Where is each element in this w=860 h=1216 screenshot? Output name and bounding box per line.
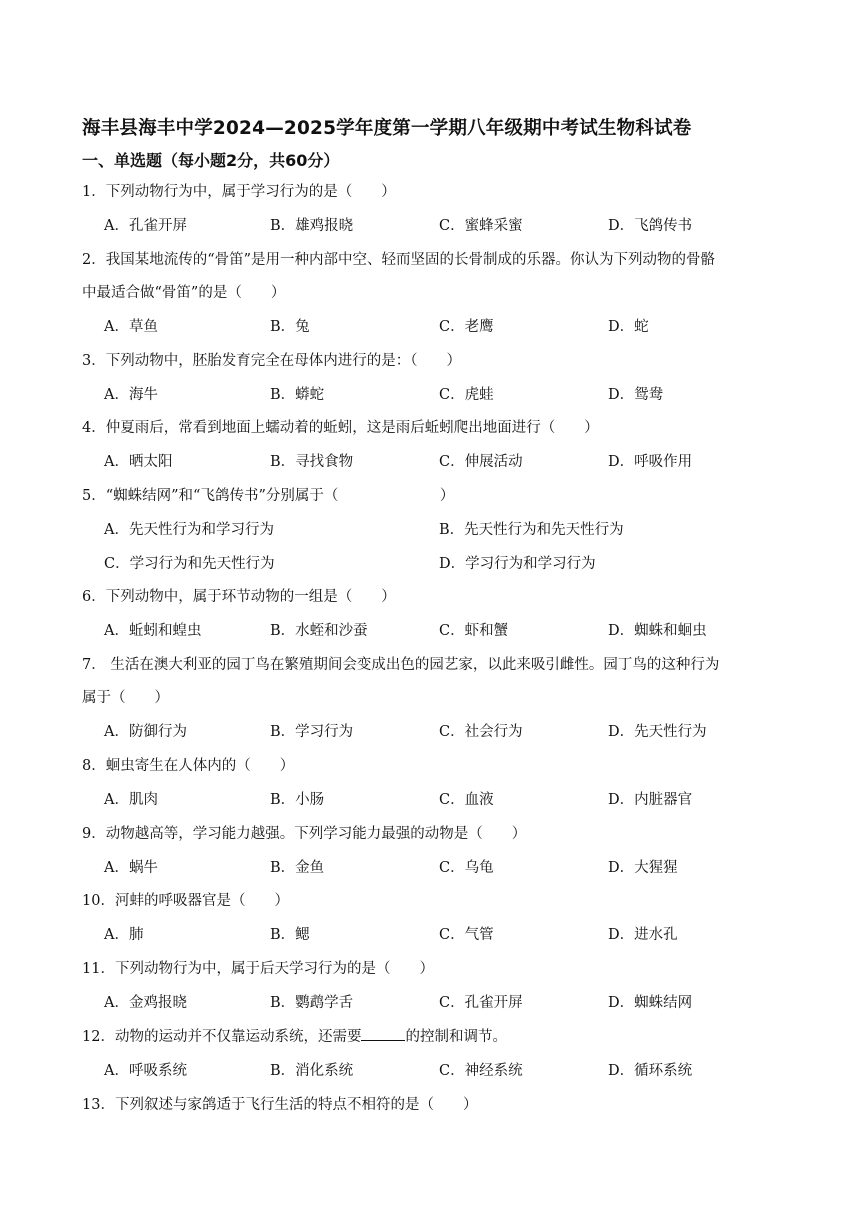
question-12-option-a: A．呼吸系统 bbox=[104, 1063, 187, 1079]
question-11-stem: 11．下列动物行为中，属于后天学习行为的是（ ） bbox=[82, 961, 434, 977]
question-3-stem: 3．下列动物中，胚胎发育完全在母体内进行的是：（ ） bbox=[82, 353, 461, 369]
question-4-option-c: C．伸展活动 bbox=[439, 454, 523, 470]
question-3-option-c: C．虎蛙 bbox=[439, 387, 494, 403]
question-2-option-c: C．老鹰 bbox=[439, 319, 494, 335]
question-2-option-a: A．草鱼 bbox=[104, 319, 158, 335]
question-4-option-d: D．呼吸作用 bbox=[608, 454, 693, 470]
question-5-option-a: A．先天性行为和学习行为 bbox=[104, 522, 274, 538]
question-2-option-d: D．蛇 bbox=[608, 319, 649, 335]
question-4-option-a: A．晒太阳 bbox=[104, 454, 173, 470]
question-2-stem: 2．我国某地流传的“骨笛”是用一种内部中空、轻而坚固的长骨制成的乐器。你认为下列动物的骨骼 bbox=[82, 252, 716, 268]
question-5-option-c: C．学习行为和先天性行为 bbox=[104, 556, 275, 572]
question-10-stem: 10．河蚌的呼吸器官是（ ） bbox=[82, 893, 289, 909]
question-1-option-a: A．孔雀开屏 bbox=[104, 218, 187, 234]
question-12-option-c: C．神经系统 bbox=[439, 1063, 523, 1079]
question-1-option-c: C．蜜蜂采蜜 bbox=[439, 218, 523, 234]
question-7-option-d: D．先天性行为 bbox=[608, 724, 707, 740]
question-7-option-a: A．防御行为 bbox=[104, 724, 187, 740]
question-8-option-d: D．内脏器官 bbox=[608, 792, 693, 808]
question-11-option-c: C．孔雀开屏 bbox=[439, 995, 523, 1011]
question-5-stem: 5．“蜘蛛结网”和“飞鸽传书”分别属于（ ） bbox=[82, 488, 455, 504]
exam-title: 海丰县海丰中学2024—2025学年度第一学期八年级期中考试生物科试卷 bbox=[82, 118, 692, 139]
question-9-stem: 9．动物越高等，学习能力越强。下列学习能力最强的动物是（ ） bbox=[82, 826, 527, 842]
question-11-option-d: D．蜘蛛结网 bbox=[608, 995, 693, 1011]
question-3-option-d: D．鸳鸯 bbox=[608, 387, 664, 403]
question-6-stem: 6．下列动物中，属于环节动物的一组是（ ） bbox=[82, 589, 396, 605]
question-2-stem-cont: 中最适合做“骨笛”的是（ ） bbox=[82, 285, 286, 301]
question-8-stem: 8．蛔虫寄生在人体内的（ ） bbox=[82, 758, 295, 774]
question-9-option-a: A．蜗牛 bbox=[104, 860, 158, 876]
question-6-option-b: B．水蛭和沙蚕 bbox=[270, 623, 368, 639]
question-4-stem: 4．仲夏雨后，常看到地面上蠕动着的蚯蚓，这是雨后蚯蚓爬出地面进行（ ） bbox=[82, 420, 599, 436]
question-5-option-d: D．学习行为和学习行为 bbox=[439, 556, 596, 572]
question-12-stem bbox=[82, 1025, 507, 1046]
question-11-option-a: A．金鸡报晓 bbox=[104, 995, 187, 1011]
question-10-option-c: C．气管 bbox=[439, 927, 494, 943]
question-7-stem: 7． 生活在澳大利亚的园丁鸟在繁殖期间会变成出色的园艺家，以此来吸引雌性。园丁鸟的这种行为 bbox=[82, 657, 720, 673]
question-3-option-b: B．蟒蛇 bbox=[270, 387, 325, 403]
question-6-option-c: C．虾和蟹 bbox=[439, 623, 509, 639]
question-9-option-b: B．金鱼 bbox=[270, 860, 325, 876]
question-12-option-b: B．消化系统 bbox=[270, 1063, 354, 1079]
question-1-stem: 1．下列动物行为中，属于学习行为的是（ ） bbox=[82, 184, 396, 200]
question-6-option-a: A．蚯蚓和蝗虫 bbox=[104, 623, 202, 639]
question-7-option-c: C．社会行为 bbox=[439, 724, 523, 740]
section-heading: 一、单选题（每小题2分，共60分） bbox=[82, 151, 340, 170]
question-13-stem: 13．下列叙述与家鸽适于飞行生活的特点不相符的是（ ） bbox=[82, 1097, 478, 1113]
question-10-option-d: D．进水孔 bbox=[608, 927, 678, 943]
question-10-option-b: B．鳃 bbox=[270, 927, 310, 943]
question-9-option-c: C．乌龟 bbox=[439, 860, 494, 876]
question-5-option-b: B．先天性行为和先天性行为 bbox=[439, 522, 624, 538]
question-10-option-a: A．肺 bbox=[104, 927, 144, 943]
question-11-option-b: B．鹦鹉学舌 bbox=[270, 995, 354, 1011]
question-1-option-d: D．飞鸽传书 bbox=[608, 218, 693, 234]
question-12-stem-start: 12．动物的运动并不仅靠运动系统，还需要 bbox=[82, 1029, 362, 1045]
question-1-option-b: B．雄鸡报晓 bbox=[270, 218, 354, 234]
question-6-option-d: D．蜘蛛和蛔虫 bbox=[608, 623, 707, 639]
question-8-option-c: C．血液 bbox=[439, 792, 494, 808]
question-7-option-b: B．学习行为 bbox=[270, 724, 354, 740]
question-3-option-a: A．海牛 bbox=[104, 387, 158, 403]
question-4-option-b: B．寻找食物 bbox=[270, 454, 354, 470]
question-9-option-d: D．大猩猩 bbox=[608, 860, 678, 876]
question-12-stem-end: 的控制和调节。 bbox=[405, 1029, 507, 1045]
question-8-option-b: B．小肠 bbox=[270, 792, 325, 808]
question-7-stem-cont: 属于（ ） bbox=[82, 690, 169, 706]
question-2-option-b: B．兔 bbox=[270, 319, 310, 335]
answer-blank bbox=[361, 1026, 405, 1041]
question-12-option-d: D．循环系统 bbox=[608, 1063, 693, 1079]
question-8-option-a: A．肌肉 bbox=[104, 792, 158, 808]
